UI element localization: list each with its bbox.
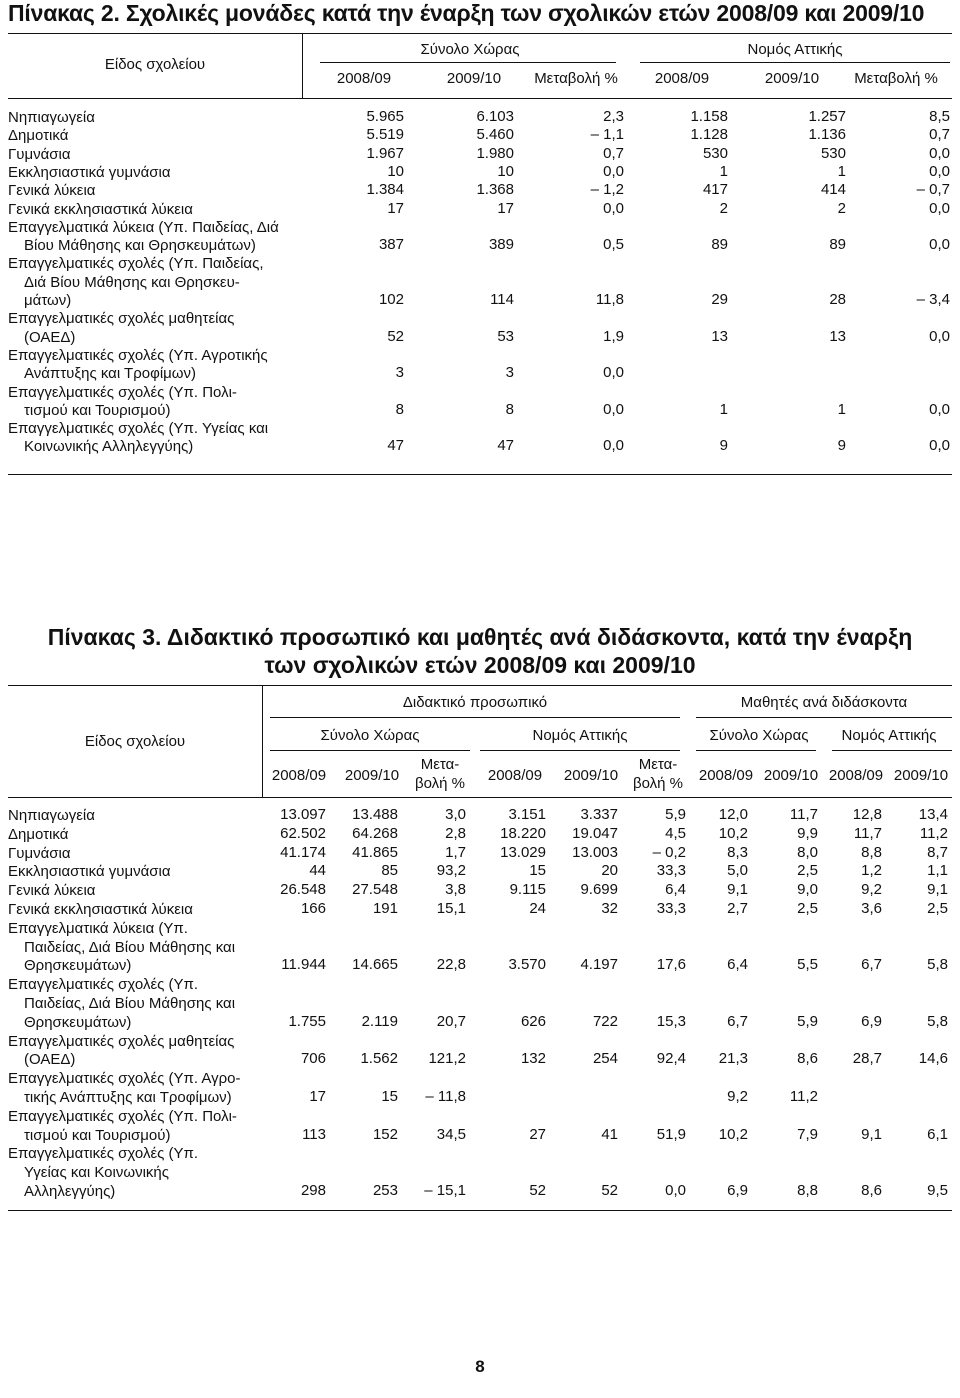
- row-label: τικής Ανάπτυξης και Τροφίμων): [24, 1089, 232, 1106]
- row-label: Επαγγελματικές σχολές (Υπ. Υγείας και: [8, 420, 269, 438]
- table-cell: 9,2: [727, 1088, 748, 1105]
- table-cell: 132: [520, 1050, 546, 1068]
- table-cell: 1.136: [808, 126, 846, 144]
- table-cell: 62.502: [280, 824, 326, 842]
- row-label: Βίου Μάθησης και Θρησκευμάτων): [24, 237, 256, 255]
- table-cell: 13.003: [572, 843, 618, 861]
- table-cell: 417: [702, 181, 728, 199]
- table3-sub-total: Σύνολο Χώρας: [320, 727, 420, 744]
- table-cell: 14,6: [918, 1050, 948, 1068]
- table-cell: 113: [302, 1125, 326, 1143]
- table-cell: 626: [520, 1012, 546, 1030]
- table-cell: 10,2: [718, 1125, 748, 1143]
- table-cell: 85: [381, 862, 398, 880]
- table-cell: 9,0: [797, 881, 818, 899]
- table-cell: 5.519: [366, 126, 404, 144]
- table-cell: 11,2: [789, 1088, 818, 1105]
- row-label: Θρησκευμάτων): [24, 1013, 132, 1031]
- table-cell: 8,6: [797, 1050, 818, 1068]
- table-cell: 20: [601, 862, 618, 880]
- table-cell: 530: [820, 144, 846, 162]
- table-cell: 0,7: [929, 126, 950, 144]
- table-cell: 41: [601, 1125, 618, 1143]
- row-label: Νηπιαγωγεία: [8, 109, 95, 126]
- table-cell: 89: [829, 236, 846, 254]
- table-cell: 28,7: [852, 1050, 882, 1068]
- table-cell: 9,9: [797, 824, 818, 842]
- table-cell: 6,9: [861, 1012, 882, 1030]
- table-cell: 9.115: [509, 881, 546, 899]
- table3-col-2009-attica: 2009/10: [563, 767, 619, 784]
- table-cell: 3.151: [508, 806, 546, 823]
- row-label: Γενικά λύκεια: [8, 882, 96, 900]
- table-cell: 24: [529, 900, 546, 917]
- table-cell: 1,7: [445, 843, 466, 861]
- table-cell: 18.220: [500, 824, 546, 842]
- table-cell: 3,6: [861, 900, 882, 917]
- table2-col-2008-attica: 2008/09: [654, 70, 710, 87]
- table-cell: 28: [829, 291, 846, 308]
- table-cell: 8: [505, 400, 514, 418]
- row-label: Δημοτικά: [8, 127, 69, 145]
- table-cell: 89: [711, 236, 728, 254]
- table-cell: 9,1: [861, 1125, 882, 1143]
- table-cell: 0,0: [929, 199, 950, 217]
- table-cell: 11.944: [281, 956, 326, 974]
- table-cell: 0,0: [603, 364, 624, 382]
- row-label: Γυμνάσια: [8, 844, 71, 862]
- table-cell: 11,8: [595, 291, 624, 308]
- row-label: Επαγγελματικές σχολές (Υπ.: [8, 976, 199, 994]
- table3-subrule2-attica: [480, 750, 680, 751]
- table-cell: 1: [837, 162, 846, 180]
- table3-subrule-staff: [270, 717, 680, 718]
- table-cell: 9,1: [727, 881, 748, 899]
- table-cell: 19.047: [572, 824, 618, 842]
- table3-col-change-total-2: βολή %: [414, 775, 466, 792]
- row-label: Υγείας και Κοινωνικής: [24, 1164, 169, 1182]
- row-label: Επαγγελματικές σχολές (Υπ. Παιδείας,: [8, 255, 264, 273]
- table-cell: 1.257: [808, 108, 846, 125]
- table2-col-2009-total: 2009/10: [446, 70, 502, 87]
- row-label: Διά Βίου Μάθησης και Θρησκευ-: [24, 273, 240, 291]
- table3-bottom-rule: [8, 1210, 952, 1211]
- table-cell: 0,0: [929, 236, 950, 254]
- table-cell: 3,8: [445, 881, 466, 899]
- table-cell: 2,5: [927, 900, 948, 917]
- table-cell: 21,3: [718, 1050, 748, 1068]
- table-cell: 0,0: [603, 437, 624, 455]
- table-cell: 0,0: [929, 144, 950, 162]
- table-cell: 32: [601, 900, 618, 917]
- table3-sub-total-ratio: Σύνολο Χώρας: [709, 727, 809, 744]
- row-label: Παιδείας, Διά Βίου Μάθησης και: [24, 938, 236, 956]
- row-label: Νηπιαγωγεία: [8, 807, 95, 824]
- table-cell: 298: [300, 1182, 326, 1199]
- table3-top-rule: [8, 685, 952, 686]
- table-cell: 6,7: [727, 1012, 748, 1030]
- table-cell: 26.548: [280, 881, 326, 899]
- table-cell: 3: [395, 364, 404, 382]
- table-cell: 12,0: [718, 806, 748, 823]
- table-cell: 6,9: [727, 1182, 748, 1199]
- table-cell: 2,5: [797, 900, 818, 917]
- table-cell: 92,4: [656, 1050, 686, 1068]
- table-cell: – 0,2: [652, 843, 686, 861]
- table2-type-header: Είδος σχολείου: [104, 56, 206, 73]
- table-cell: 64.268: [352, 824, 398, 842]
- row-label: Θρησκευμάτων): [24, 957, 132, 975]
- table-cell: 3: [505, 364, 514, 382]
- table-cell: 2: [719, 199, 728, 217]
- row-label: (ΟΑΕΔ): [24, 328, 76, 346]
- table-cell: 389: [488, 236, 514, 254]
- table-cell: 5.460: [476, 126, 514, 144]
- row-label: Επαγγελματικά λύκεια (Υπ. Παιδείας, Διά: [8, 218, 279, 236]
- table-cell: 27: [529, 1125, 546, 1143]
- table-cell: 1.755: [288, 1012, 326, 1030]
- row-label: Αλληλεγγύης): [24, 1183, 116, 1200]
- table-cell: 2,3: [603, 108, 624, 125]
- table-cell: 44: [309, 862, 326, 880]
- table-cell: 15: [381, 1088, 398, 1105]
- row-label: Επαγγελματικά λύκεια (Υπ.: [8, 919, 188, 937]
- table-cell: – 11,8: [425, 1088, 466, 1105]
- table2-subrule-total: [320, 62, 616, 63]
- row-label: Επαγγελματικές σχολές (Υπ. Πολι-: [8, 383, 237, 401]
- table-cell: 530: [702, 144, 728, 162]
- row-label: τισμού και Τουρισμού): [24, 1126, 171, 1144]
- table-cell: 22,8: [436, 956, 466, 974]
- table-cell: 0,0: [603, 400, 624, 418]
- table-cell: 53: [497, 327, 514, 345]
- row-label: Γυμνάσια: [8, 145, 71, 163]
- table-cell: 1: [719, 400, 728, 418]
- table-cell: 11,7: [853, 824, 882, 842]
- table-cell: 253: [372, 1182, 398, 1199]
- table-cell: 13.488: [352, 806, 398, 823]
- table2-header-bottom-rule: [8, 98, 952, 99]
- table-cell: 12,8: [852, 806, 882, 823]
- row-label: Εκκλησιαστικά γυμνάσια: [8, 863, 171, 881]
- table-cell: 3,0: [445, 806, 466, 823]
- table-cell: 33,3: [656, 900, 686, 917]
- row-label: Γενικά λύκεια: [8, 182, 96, 200]
- row-label: Επαγγελματικές σχολές (Υπ.: [8, 1145, 199, 1163]
- table-cell: 52: [601, 1182, 618, 1199]
- table-cell: 15: [529, 862, 546, 880]
- row-label: Επαγγελματικές σχολές μαθητείας: [8, 310, 235, 328]
- table2-top-rule: [8, 33, 952, 34]
- table2-bottom-rule: [8, 474, 952, 475]
- table-cell: 1,9: [603, 327, 624, 345]
- table-cell: 47: [497, 437, 514, 455]
- table-cell: 722: [592, 1012, 618, 1030]
- table2-col-2009-attica: 2009/10: [764, 70, 820, 87]
- row-label: Εκκλησιαστικά γυμνάσια: [8, 163, 171, 181]
- table3-col-2008-total: 2008/09: [271, 767, 327, 784]
- table-cell: 10: [497, 162, 514, 180]
- table-cell: 9.699: [580, 881, 618, 899]
- table-cell: 47: [387, 437, 404, 455]
- table-cell: 6,1: [927, 1125, 948, 1143]
- table-cell: – 0,7: [916, 181, 950, 199]
- table-cell: 0,0: [929, 400, 950, 418]
- table-cell: 2,5: [797, 862, 818, 880]
- table-cell: 0,5: [603, 236, 624, 254]
- table-cell: 17,6: [656, 956, 686, 974]
- table-cell: 5,5: [797, 956, 818, 974]
- table2-col-2008-total: 2008/09: [336, 70, 392, 87]
- table-cell: 4.197: [580, 956, 618, 974]
- table-cell: 706: [300, 1050, 326, 1068]
- table-cell: 3.337: [580, 806, 618, 823]
- table3-title-line2: των σχολικών ετών 2008/09 και 2009/10: [264, 652, 696, 678]
- table2-subrule-attica: [640, 62, 950, 63]
- table-cell: 6,7: [861, 956, 882, 974]
- row-label: Επαγγελματικές σχολές (Υπ. Αγροτικής: [8, 346, 268, 364]
- table-cell: 6,4: [665, 881, 686, 899]
- table-cell: 13: [829, 327, 846, 345]
- table-cell: 34,5: [436, 1125, 466, 1143]
- table-cell: 1.158: [690, 108, 728, 125]
- table-cell: 4,5: [665, 824, 686, 842]
- table-cell: 9: [837, 437, 846, 455]
- table3-col-change-attica-2: βολή %: [632, 775, 684, 792]
- table-cell: 166: [300, 900, 326, 917]
- table3-sub-attica-ratio: Νομός Αττικής: [841, 727, 937, 744]
- table-cell: 5.965: [366, 108, 404, 125]
- row-label: μάτων): [24, 292, 72, 309]
- table-cell: – 3,4: [916, 291, 950, 308]
- table-cell: 27.548: [352, 881, 398, 899]
- table-cell: 33,3: [656, 862, 686, 880]
- table-cell: 93,2: [436, 862, 466, 880]
- table-cell: 29: [711, 291, 728, 308]
- table3-col-2009-total-ratio: 2009/10: [763, 767, 819, 784]
- table-cell: 11,7: [789, 806, 818, 823]
- table3-subrule2-attica-ratio: [832, 750, 952, 751]
- table3-subrule2-total-ratio: [696, 750, 816, 751]
- table-cell: 6.103: [476, 108, 514, 125]
- table3-col-2009-total: 2009/10: [344, 767, 400, 784]
- table2-col-change-attica: Μεταβολή %: [854, 70, 938, 87]
- table-cell: 20,7: [436, 1012, 466, 1030]
- table3-col-2009-attica-ratio: 2009/10: [893, 767, 949, 784]
- table-cell: 152: [372, 1125, 398, 1143]
- table-cell: 9,5: [927, 1182, 948, 1199]
- table-cell: 8,7: [927, 843, 948, 861]
- table3-group-ratio: Μαθητές ανά διδάσκοντα: [740, 694, 908, 711]
- table-cell: 10,2: [718, 824, 748, 842]
- table-cell: 0,0: [929, 437, 950, 455]
- row-label: (ΟΑΕΔ): [24, 1051, 76, 1069]
- table3-sub-attica: Νομός Αττικής: [532, 727, 628, 744]
- table-cell: 1.368: [476, 181, 514, 199]
- table-cell: 14.665: [352, 956, 398, 974]
- table-cell: 5,0: [727, 862, 748, 880]
- table-cell: 102: [378, 291, 404, 308]
- table-cell: 1.967: [366, 144, 404, 162]
- table-cell: 13.029: [500, 843, 546, 861]
- table-cell: 10: [387, 162, 404, 180]
- table-cell: 9,2: [861, 881, 882, 899]
- table2-group-attica: Νομός Αττικής: [747, 41, 843, 58]
- row-label: Γενικά εκκλησιαστικά λύκεια: [8, 200, 193, 218]
- table3-subrule2-total: [270, 750, 470, 751]
- table-cell: 0,0: [665, 1182, 686, 1199]
- row-label: Επαγγελματικές σχολές (Υπ. Πολι-: [8, 1107, 237, 1125]
- row-label: τισμού και Τουρισμού): [24, 401, 171, 419]
- table-cell: 191: [372, 900, 398, 917]
- table-cell: 17: [497, 199, 514, 217]
- table-cell: 1,1: [927, 862, 948, 880]
- table-cell: 2,8: [445, 824, 466, 842]
- table3-col-change-attica-1: Μετα-: [638, 756, 678, 773]
- row-label: Γενικά εκκλησιαστικά λύκεια: [8, 901, 193, 918]
- table-cell: 41.865: [352, 843, 398, 861]
- table-cell: 17: [387, 199, 404, 217]
- table-cell: 387: [378, 236, 404, 254]
- table-cell: 8,0: [797, 843, 818, 861]
- table-cell: 254: [592, 1050, 618, 1068]
- row-label: Δημοτικά: [8, 825, 69, 843]
- table-cell: – 1,2: [590, 181, 624, 199]
- table-cell: 1.384: [366, 181, 404, 199]
- row-label: Επαγγελματικές σχολές μαθητείας: [8, 1032, 235, 1050]
- table-cell: 9: [719, 437, 728, 455]
- table2-group-total: Σύνολο Χώρας: [420, 41, 520, 58]
- table-cell: 8,5: [929, 108, 950, 125]
- table-cell: 8,3: [727, 843, 748, 861]
- table-cell: 5,8: [927, 1012, 948, 1030]
- table-cell: 1.128: [690, 126, 728, 144]
- table-cell: 15,3: [656, 1012, 686, 1030]
- table2-header-divider: [302, 34, 303, 98]
- table2-col-change-total: Μεταβολή %: [534, 70, 618, 87]
- table-cell: – 1,1: [590, 126, 624, 144]
- table3-title-line1: Πίνακας 3. Διδακτικό προσωπικό και μαθητές ανά διδάσκοντα, κατά την έναρξη: [47, 624, 913, 650]
- table2-title: Πίνακας 2. Σχολικές μονάδες κατά την έναρξη των σχολικών ετών 2008/09 και 2009/10: [8, 0, 925, 26]
- table-cell: 1.980: [476, 144, 514, 162]
- row-label: Ανάπτυξης και Τροφίμων): [24, 365, 197, 383]
- table-cell: 2,7: [727, 900, 748, 917]
- table-cell: 414: [820, 181, 846, 199]
- table3-type-header: Είδος σχολείου: [84, 733, 186, 750]
- table3-col-2008-total-ratio: 2008/09: [698, 767, 754, 784]
- table-cell: 3.570: [508, 956, 546, 974]
- table-cell: 0,0: [929, 327, 950, 345]
- row-label: Επαγγελματικές σχολές (Υπ. Αγρο-: [8, 1070, 241, 1088]
- table-cell: 0,0: [603, 199, 624, 217]
- table-cell: 8,8: [861, 843, 882, 861]
- table-cell: 15,1: [436, 900, 466, 917]
- table-cell: 41.174: [280, 843, 326, 861]
- table-cell: 13: [711, 327, 728, 345]
- table-cell: 8,8: [797, 1182, 818, 1199]
- table-cell: 5,8: [927, 956, 948, 974]
- table-cell: 0,0: [929, 162, 950, 180]
- table-cell: 0,7: [603, 144, 624, 162]
- row-label: Κοινωνικής Αλληλεγγύης): [24, 438, 194, 456]
- table3-subrule-ratio: [696, 717, 952, 718]
- table-cell: 1: [719, 162, 728, 180]
- table-cell: 7,9: [797, 1125, 818, 1143]
- page-number: 8: [475, 1357, 485, 1376]
- table-cell: 11,2: [919, 824, 948, 842]
- table3-col-2008-attica-ratio: 2008/09: [828, 767, 884, 784]
- table-cell: 9,1: [927, 881, 948, 899]
- table-cell: 13,4: [918, 806, 948, 823]
- table-cell: 2.119: [361, 1012, 398, 1030]
- table-cell: 1,2: [861, 862, 882, 880]
- table-cell: 1: [837, 400, 846, 418]
- table-cell: 114: [490, 291, 514, 308]
- table-cell: 52: [387, 327, 404, 345]
- table-cell: 0,0: [603, 162, 624, 180]
- table-cell: 121,2: [428, 1050, 466, 1068]
- table3-header-bottom-rule: [8, 797, 952, 798]
- table-cell: 8: [395, 400, 404, 418]
- table-cell: 1.562: [360, 1050, 398, 1068]
- table-cell: 5,9: [665, 806, 686, 823]
- table-cell: 17: [309, 1088, 326, 1105]
- table-cell: 52: [529, 1182, 546, 1199]
- table3-col-2008-attica: 2008/09: [487, 767, 543, 784]
- table3-col-change-total-1: Μετα-: [420, 756, 460, 773]
- table-cell: 51,9: [656, 1125, 686, 1143]
- table-cell: 6,4: [727, 956, 748, 974]
- table3-group-staff: Διδακτικό προσωπικό: [402, 694, 548, 711]
- table-cell: 13.097: [280, 806, 326, 823]
- table-cell: 2: [837, 199, 846, 217]
- table-cell: 5,9: [797, 1012, 818, 1030]
- table-cell: – 15,1: [424, 1182, 466, 1199]
- table-cell: 8,6: [861, 1182, 882, 1199]
- row-label: Παιδείας, Διά Βίου Μάθησης και: [24, 995, 236, 1012]
